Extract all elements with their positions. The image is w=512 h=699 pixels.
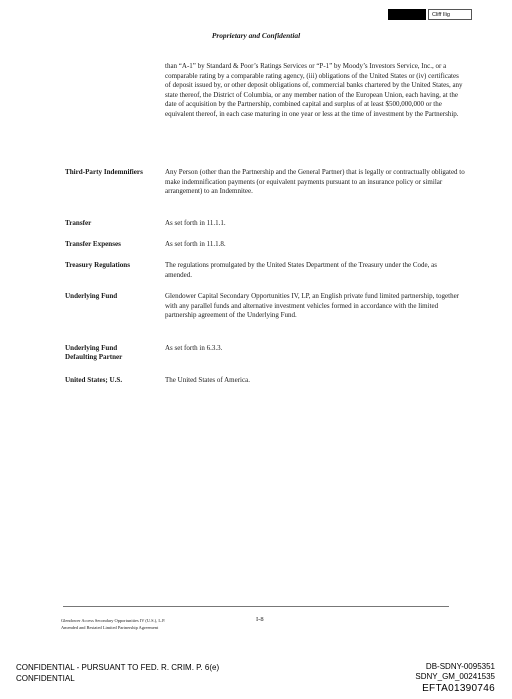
definition-term: Transfer xyxy=(65,219,92,227)
reviewer-stamp: Cliff Ilig xyxy=(428,9,472,20)
footer-document-title xyxy=(61,617,251,631)
confidentiality-notice xyxy=(16,662,219,684)
confidentiality-line2: CONFIDENTIAL xyxy=(16,674,75,683)
footer-doc-line2: Amended and Restated Limited Partnership Agreement xyxy=(61,625,159,630)
bates-numbers xyxy=(415,662,495,695)
bates-number-db: DB-SDNY-0095351 xyxy=(425,662,495,671)
definition-text: Any Person (other than the Partnership and the General Partner) that is legally or contractually obligated to make indemnification payments (or equivalent payments pursuant to an insurance policy or similar arrangement) to an Indemnitee. xyxy=(165,168,465,196)
definition-text: The United States of America. xyxy=(165,376,250,384)
footer-doc-line1: Glendower Access Secondary Opportunities IV (U.S.), L.P. xyxy=(61,618,166,623)
definition-term: Underlying Fund Defaulting Partner xyxy=(65,344,123,362)
definition-text: As set forth in 11.1.1. xyxy=(165,219,226,227)
page-number: I-8 xyxy=(256,616,264,623)
definition-term: United States; U.S. xyxy=(65,376,123,384)
page-header-title: Proprietary and Confidential xyxy=(211,31,301,40)
intro-paragraph: than “A-1” by Standard & Poor’s Ratings Services or “P-1” by Moody’s Investors Service, Inc., or a comparable rating by a comparable rating agency, (iii) obligations of the United States or (iv) certificates of deposit issued by, or other deposit obligations of, commercial banks chartered by the United States, any state thereof, the District of Columbia, or any member nation of the European Union, each having, at the date of acquisition by the Partnership, combined capital and surplus of at least $500,000,000 or the equivalent thereof, in each case maturing in one year or less at the time of investment by the Partnership. xyxy=(165,62,463,118)
footer-rule xyxy=(63,606,449,607)
definition-term: Underlying Fund xyxy=(65,292,118,300)
definition-text: Glendower Capital Secondary Opportunities IV, LP, an English private fund limited partnership, together with any parallel funds and alternative investment vehicles formed in accordance with the limited partnership agreement of the Underlying Fund. xyxy=(165,292,460,320)
definition-text: As set forth in 6.3.3. xyxy=(165,344,223,352)
definition-term: Third-Party Indemnifiers xyxy=(65,168,143,176)
bates-number-efta: EFTA01390746 xyxy=(422,682,495,694)
confidentiality-line1: CONFIDENTIAL - PURSUANT TO FED. R. CRIM. P. 6(e) xyxy=(16,663,220,672)
bates-number-sdny: SDNY_GM_00241535 xyxy=(415,672,495,682)
definition-text: As set forth in 11.1.8. xyxy=(165,240,226,248)
definition-text: The regulations promulgated by the United States Department of the Treasury under the Code, as amended. xyxy=(165,261,437,279)
redaction-box xyxy=(388,9,426,20)
definition-term: Transfer Expenses xyxy=(65,240,121,248)
definition-term: Treasury Regulations xyxy=(65,261,130,269)
